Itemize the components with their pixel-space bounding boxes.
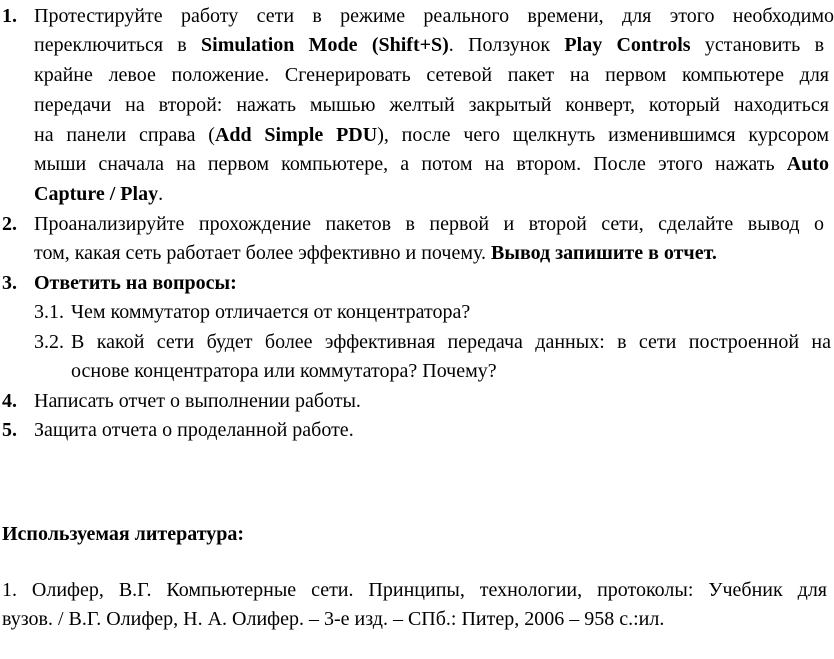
item-2-line-2: том, какая сеть работает более эффективно и почему. Вывод запишите в отчет. xyxy=(34,242,717,264)
literature-heading: Используемая литература: xyxy=(2,523,245,545)
item-1-number: 1. xyxy=(2,5,17,27)
item-3-line-1 xyxy=(34,271,237,295)
item-5-number: 5. xyxy=(2,419,17,441)
bold-term: Capture / Play xyxy=(34,183,159,205)
literature-line-1: 1. Олифер, В.Г. Компьютерные сети. Принципы, технологии, протоколы: Учебник для xyxy=(2,579,827,601)
item-3-2-number: 3.2. xyxy=(34,331,64,353)
bold-term: Ответить на вопросы: xyxy=(34,272,237,294)
item-3-2-line-2: основе концентратора или коммутатора? Почему? xyxy=(71,360,497,382)
bold-term: Simulation Mode (Shift+S) xyxy=(201,34,449,56)
item-1-line-6: мыши сначала на первом компьютере, а потом на втором. После этого нажать Auto xyxy=(34,153,829,175)
bold-term: Вывод запишите в отчет. xyxy=(490,242,717,264)
item-1-line-3: крайне левое положение. Сгенерировать сетевой пакет на первом компьютере для xyxy=(34,64,829,86)
item-3-number: 3. xyxy=(2,272,17,294)
bold-term: Auto xyxy=(786,153,829,175)
item-3-2-line-1: В какой сети будет более эффективная передача данных: в сети построенной на xyxy=(71,331,831,353)
item-1-line-2: переключиться в Simulation Mode (Shift+S). Ползунок Play Controls установить в xyxy=(34,34,825,56)
item-4-line-1: Написать отчет о выполнении работы. xyxy=(34,390,361,412)
item-4-number: 4. xyxy=(2,390,17,412)
item-3-1-line-1: Чем коммутатор отличается от концентратора? xyxy=(71,301,471,323)
bold-term: Add Simple PDU xyxy=(214,124,378,146)
item-3-1-number: 3.1. xyxy=(34,301,64,323)
item-1-line-4: передачи на второй: нажать мышью желтый закрытый конверт, который находиться xyxy=(34,94,829,116)
item-1-line-1: Протестируйте работу сети в режиме реального времени, для этого необходимо xyxy=(34,5,834,27)
item-2-number: 2. xyxy=(2,213,17,235)
item-2-line-1: Проанализируйте прохождение пакетов в первой и второй сети, сделайте вывод о xyxy=(34,213,824,235)
literature-line-2: вузов. / В.Г. Олифер, Н. А. Олифер. – 3-е изд. – СПб.: Питер, 2006 – 958 с.:ил. xyxy=(2,608,665,630)
bold-term: Play Controls xyxy=(564,34,691,56)
item-1-line-7: Capture / Play. xyxy=(34,183,164,205)
item-5-line-1: Защита отчета о проделанной работе. xyxy=(34,419,354,441)
item-1-line-5: на панели справа (Add Simple PDU), после чего щелкнуть изменившимся курсором xyxy=(34,124,829,146)
